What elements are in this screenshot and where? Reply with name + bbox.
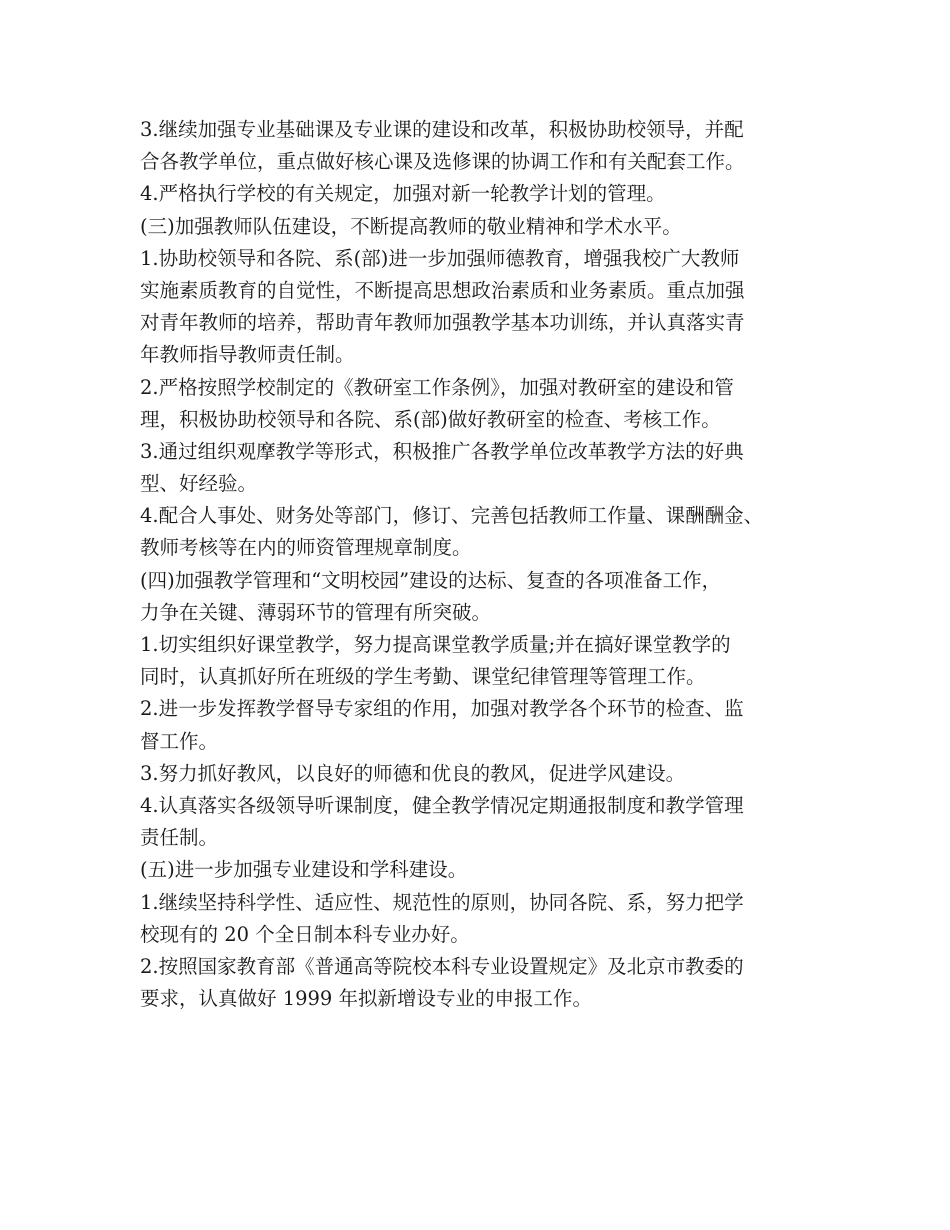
text-line: 3.通过组织观摩教学等形式，积极推广各教学单位改革教学方法的好典 bbox=[140, 439, 744, 463]
text-line: 1.协助校领导和各院、系(部)进一步加强师德教育，增强我校广大教师 bbox=[140, 246, 740, 270]
text-line: 要求，认真做好 1999 年拟新增设专业的申报工作。 bbox=[140, 987, 593, 1011]
text-line: 4.严格执行学校的有关规定，加强对新一轮教学计划的管理。 bbox=[140, 182, 666, 206]
section-heading: (三)加强教师队伍建设，不断提高教师的敬业精神和学术水平。 bbox=[140, 214, 682, 238]
text-line: 同时，认真抓好所在班级的学生考勤、课堂纪律管理等管理工作。 bbox=[140, 665, 706, 689]
text-line: 对青年教师的培养，帮助青年教师加强教学基本功训练，并认真落实青 bbox=[140, 311, 745, 335]
text-line: 督工作。 bbox=[140, 729, 219, 753]
text-line: 1.继续坚持科学性、适应性、规范性的原则，协同各院、系，努力把学 bbox=[140, 890, 744, 914]
section-heading: 力争在关键、薄弱环节的管理有所突破。 bbox=[140, 600, 492, 624]
text-line: 年教师指导教师责任制。 bbox=[140, 343, 355, 367]
text-line: 4.认真落实各级领导听课制度，健全教学情况定期通报制度和教学管理 bbox=[140, 793, 744, 817]
text-line: 4.配合人事处、财务处等部门，修订、完善包括教师工作量、课酬酬金、 bbox=[140, 504, 764, 528]
text-line: 教师考核等在内的师资管理规章制度。 bbox=[140, 536, 472, 560]
text-line: 1.切实组织好课堂教学，努力提高课堂教学质量;并在搞好课堂教学的 bbox=[140, 633, 731, 656]
text-line: 2.进一步发挥教学督导专家组的作用，加强对教学各个环节的检查、监 bbox=[140, 697, 744, 721]
document-body bbox=[140, 114, 830, 1015]
text-line: 3.继续加强专业基础课及专业课的建设和改革，积极协助校领导，并配 bbox=[140, 118, 744, 141]
text-line: 理，积极协助校领导和各院、系(部)做好教研室的检查、考核工作。 bbox=[140, 407, 721, 431]
text-line: 合各教学单位，重点做好核心课及选修课的协调工作和有关配套工作。 bbox=[140, 150, 745, 174]
text-line: 2.严格按照学校制定的《教研室工作条例》，加强对教研室的建设和管 bbox=[140, 375, 734, 399]
text-line: 校现有的 20 个全日制本科专业办好。 bbox=[140, 922, 470, 946]
text-line: 型、好经验。 bbox=[140, 472, 258, 496]
section-heading: (四)加强教学管理和“文明校园”建设的达标、复查的各项准备工作， bbox=[140, 568, 722, 592]
section-heading: (五)进一步加强专业建设和学科建设。 bbox=[140, 858, 468, 882]
text-line: 责任制。 bbox=[140, 826, 219, 850]
text-line: 3.努力抓好教风，以良好的师德和优良的教风，促进学风建设。 bbox=[140, 761, 686, 785]
text-line: 实施素质教育的自觉性，不断提高思想政治素质和业务素质。重点加强 bbox=[140, 278, 745, 302]
text-line: 2.按照国家教育部《普通高等院校本科专业设置规定》及北京市教委的 bbox=[140, 954, 744, 978]
